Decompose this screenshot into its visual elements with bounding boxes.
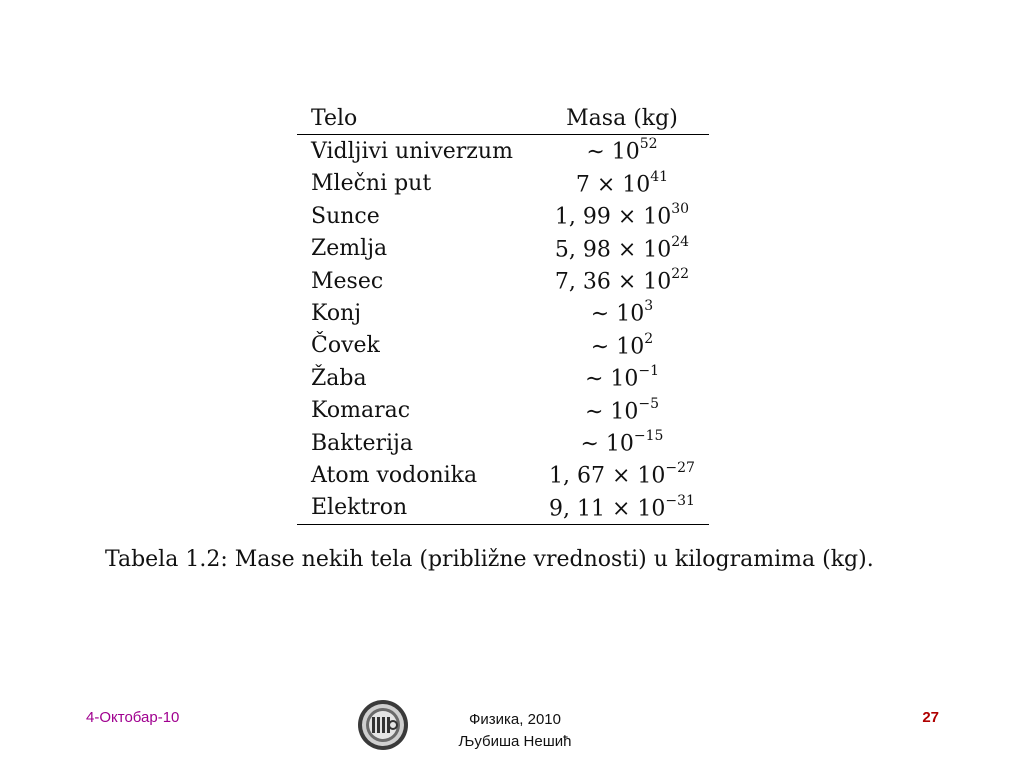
mass-value [535, 265, 709, 297]
mass-value [535, 233, 709, 265]
mass-value [535, 492, 709, 525]
university-seal-icon [357, 699, 409, 751]
table-row [297, 427, 709, 459]
mass-exponent: 41 [650, 168, 669, 185]
mass-exponent: −5 [638, 395, 659, 412]
footer-author: Љубиша Нешић [458, 733, 572, 750]
footer-date: 4-Октобар-10 [86, 709, 180, 726]
body-name: Zemlja [311, 236, 388, 262]
table-header-row [297, 102, 709, 135]
body-name: Sunce [311, 203, 380, 229]
table-row [297, 200, 709, 232]
mass-exponent: −15 [633, 427, 664, 444]
body-name: Mlečni put [311, 171, 432, 197]
mass-exponent: 22 [671, 265, 690, 282]
mass-mantissa: ∼ 10 [586, 139, 640, 165]
body-name: Komarac [311, 398, 411, 424]
mass-value [535, 362, 709, 394]
table-row [297, 168, 709, 200]
mass-value [535, 330, 709, 362]
table-row [297, 492, 709, 525]
mass-exponent: −27 [665, 460, 695, 477]
mass-exponent: 3 [644, 298, 654, 315]
mass-exponent: 52 [639, 136, 658, 153]
mass-value [535, 135, 709, 168]
mass-mantissa: ∼ 10 [584, 366, 639, 392]
mass-mantissa: 1, 67 × 10 [549, 463, 666, 489]
mass-mantissa: 7 × 10 [575, 172, 651, 198]
mass-mantissa: ∼ 10 [590, 301, 645, 327]
body-name: Bakterija [311, 430, 413, 456]
table-row [297, 330, 709, 362]
mass-mantissa: ∼ 10 [590, 334, 645, 360]
table-body [297, 135, 709, 525]
mass-value [535, 200, 709, 232]
footer-course: Физика, 2010 [469, 711, 561, 728]
mass-mantissa: 7, 36 × 10 [554, 269, 672, 295]
table-row [297, 297, 709, 329]
body-name: Vidljivi univerzum [311, 139, 513, 165]
mass-mantissa: 5, 98 × 10 [554, 236, 672, 262]
body-name: Mesec [311, 268, 384, 294]
mass-exponent: 2 [644, 330, 654, 347]
mass-exponent: 24 [671, 233, 690, 250]
body-name: Čovek [311, 333, 380, 359]
table-caption: Tabela 1.2: Mase nekih tela (približne vrednosti) u kilogramima (kg). [105, 547, 874, 572]
table-row [297, 459, 709, 491]
footer-center [430, 709, 600, 753]
mass-mantissa: 9, 11 × 10 [549, 496, 666, 522]
mass-value [535, 297, 709, 329]
body-name: Konj [311, 301, 362, 327]
mass-exponent: 30 [671, 201, 690, 218]
mass-table [297, 102, 709, 525]
table-row [297, 362, 709, 394]
header-mass: Masa (kg) [566, 105, 678, 131]
table-row [297, 265, 709, 297]
mass-mantissa: ∼ 10 [580, 431, 634, 457]
mass-mantissa: 1, 99 × 10 [554, 204, 672, 230]
mass-exponent: −31 [665, 492, 695, 509]
table-row [297, 135, 709, 168]
mass-value [535, 395, 709, 427]
mass-value [535, 427, 709, 459]
mass-mantissa: ∼ 10 [584, 398, 639, 424]
mass-value [535, 459, 709, 491]
body-name: Žaba [311, 365, 367, 391]
mass-value [535, 168, 709, 200]
page-number: 27 [922, 709, 939, 726]
body-name: Atom vodonika [311, 462, 478, 488]
table-row [297, 395, 709, 427]
body-name: Elektron [311, 495, 408, 521]
table-row [297, 233, 709, 265]
header-body: Telo [311, 105, 358, 131]
mass-exponent: −1 [638, 363, 659, 380]
